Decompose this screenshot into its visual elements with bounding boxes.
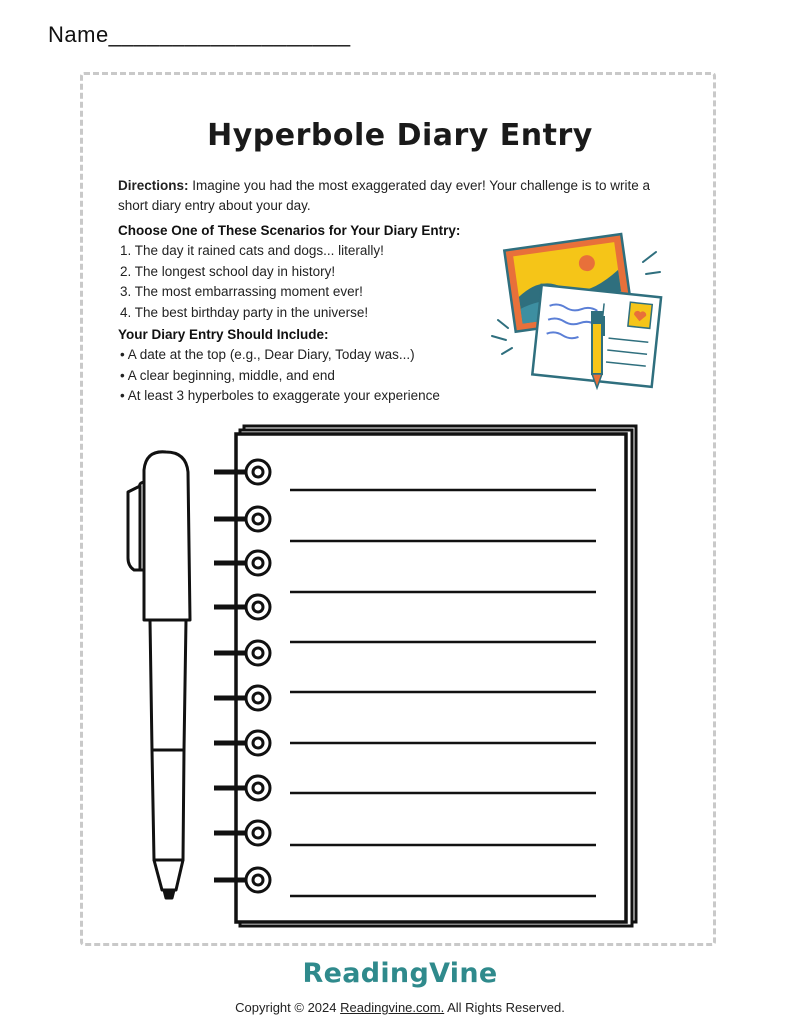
worksheet-title: Hyperbole Diary Entry bbox=[207, 118, 593, 153]
copyright-prefix: Copyright © 2024 bbox=[235, 1000, 341, 1015]
copyright-suffix: All Rights Reserved. bbox=[444, 1000, 565, 1015]
list-item: 4. The best birthday party in the universe! bbox=[120, 304, 369, 320]
include-heading: Your Diary Entry Should Include: bbox=[118, 327, 329, 342]
list-item: 2. The longest school day in history! bbox=[120, 263, 336, 279]
name-field-label: Name___________________ bbox=[48, 22, 351, 47]
postcard-illustration bbox=[488, 232, 668, 402]
list-item: • A clear beginning, middle, and end bbox=[120, 367, 335, 383]
directions-label: Directions: bbox=[118, 178, 189, 193]
brand-logo: ReadingVine bbox=[302, 958, 498, 989]
list-item: 1. The day it rained cats and dogs... literally! bbox=[120, 243, 384, 258]
include-list bbox=[120, 345, 440, 407]
directions-paragraph bbox=[118, 176, 658, 216]
website-link[interactable]: Readingvine.com. bbox=[340, 1000, 445, 1015]
scenarios-list bbox=[120, 241, 384, 323]
marker-pen-icon bbox=[128, 452, 190, 898]
directions-text: Imagine you had the most exaggerated day ever! Your challenge is to write a short diary entry about your day. bbox=[118, 178, 651, 213]
spiral-notebook-illustration bbox=[110, 420, 670, 940]
scenarios-heading: Choose One of These Scenarios for Your Diary Entry: bbox=[118, 223, 461, 238]
copyright-notice bbox=[0, 1000, 800, 1015]
list-item: • A date at the top (e.g., Dear Diary, Today was...) bbox=[120, 347, 415, 362]
list-item: 3. The most embarrassing moment ever! bbox=[120, 284, 363, 299]
list-item: • At least 3 hyperboles to exaggerate your experience bbox=[120, 388, 440, 403]
notebook-page bbox=[236, 434, 626, 922]
